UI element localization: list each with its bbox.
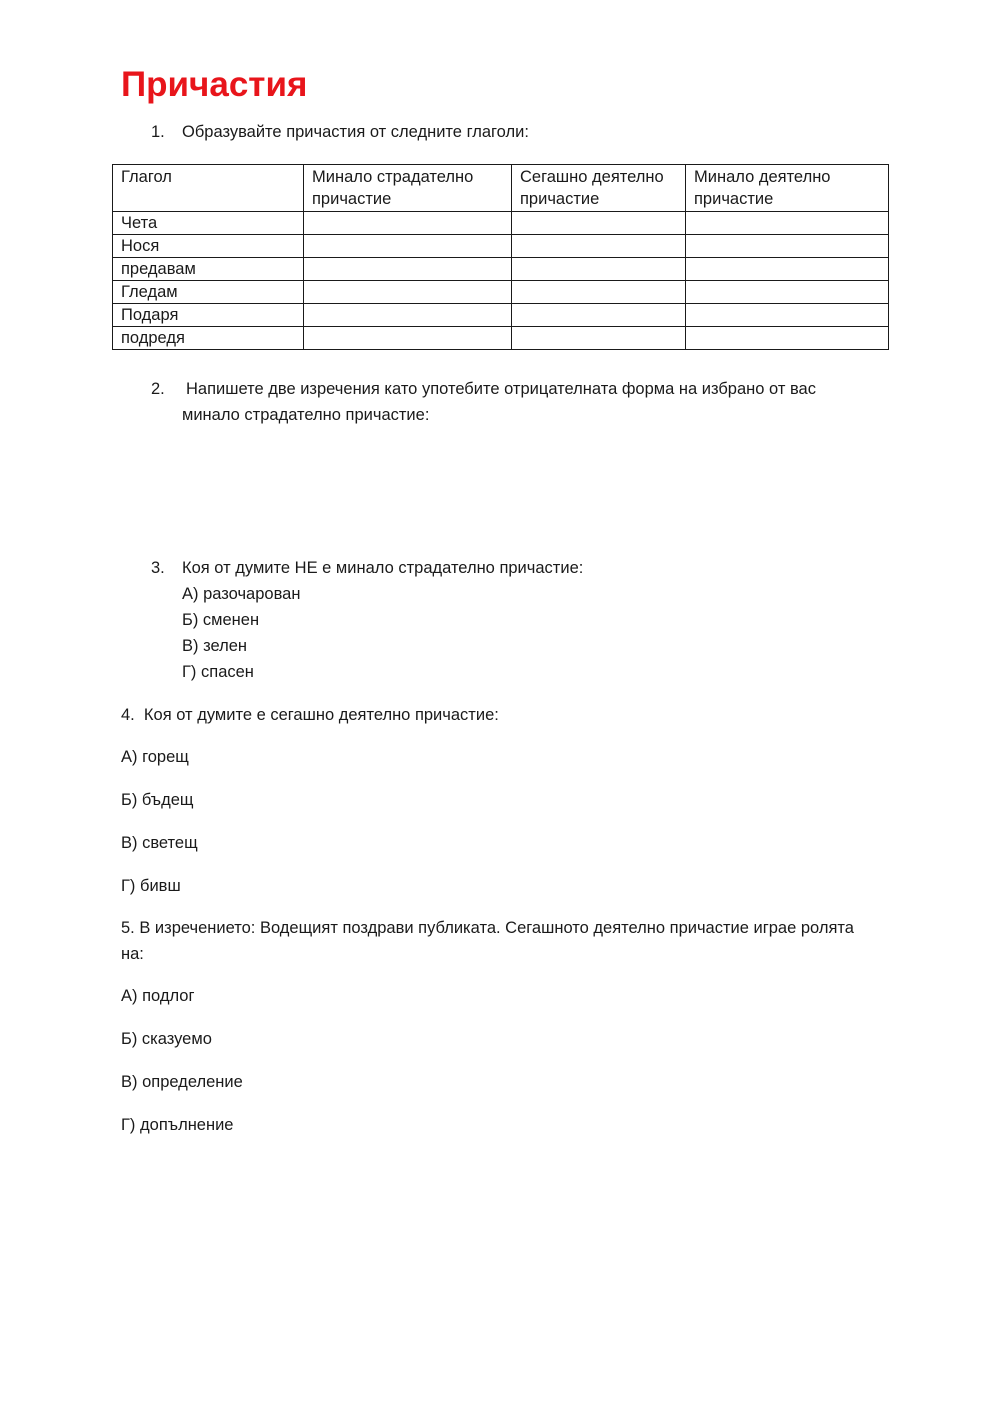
answer-cell[interactable] — [512, 258, 686, 281]
question-3-option-b[interactable]: Б) сменен — [182, 611, 260, 629]
question-5-text-line-1: 5. В изречението: Водещият поздрави публиката. Сегашното деятелно причастие играе ролята — [121, 919, 854, 937]
question-2-text-line-2: минало страдателно причастие: — [182, 406, 430, 424]
answer-cell[interactable] — [304, 212, 512, 235]
question-4-option-b[interactable]: Б) бъдещ — [121, 791, 194, 809]
answer-cell[interactable] — [512, 304, 686, 327]
verb-cell: Чета — [113, 212, 304, 235]
table-header-cell: Сегашно деятелно причастие — [512, 165, 686, 212]
question-4-text: 4. Коя от думите е сегашно деятелно причастие: — [121, 706, 499, 724]
verb-cell: Нося — [113, 235, 304, 258]
answer-cell[interactable] — [512, 327, 686, 350]
answer-cell[interactable] — [686, 304, 889, 327]
answer-cell[interactable] — [304, 304, 512, 327]
question-5-option-b[interactable]: Б) сказуемо — [121, 1030, 212, 1048]
table-row — [113, 281, 889, 304]
answer-cell[interactable] — [512, 212, 686, 235]
question-3-option-c[interactable]: В) зелен — [182, 637, 248, 655]
table-header-cell: Глагол — [113, 165, 304, 212]
question-5-text-line-2: на: — [121, 945, 144, 963]
answer-cell[interactable] — [686, 258, 889, 281]
answer-cell[interactable] — [512, 235, 686, 258]
table-header-row — [113, 165, 889, 212]
question-4-option-d[interactable]: Г) бивш — [121, 877, 181, 895]
table-row — [113, 327, 889, 350]
question-1-text: Образувайте причастия от следните глаголи: — [182, 123, 529, 141]
question-5-option-a[interactable]: А) подлог — [121, 987, 195, 1005]
answer-cell[interactable] — [686, 327, 889, 350]
question-5-option-d[interactable]: Г) допълнение — [121, 1116, 234, 1134]
answer-cell[interactable] — [512, 281, 686, 304]
verb-cell: подредя — [113, 327, 304, 350]
answer-cell[interactable] — [304, 235, 512, 258]
question-3-option-d[interactable]: Г) спасен — [182, 663, 254, 681]
question-2-number: 2. — [151, 380, 165, 398]
table-row — [113, 304, 889, 327]
verb-cell: Гледам — [113, 281, 304, 304]
answer-cell[interactable] — [304, 281, 512, 304]
question-3-text: Коя от думите НЕ е минало страдателно причастие: — [182, 559, 584, 577]
participles-table — [112, 164, 889, 350]
answer-cell[interactable] — [304, 258, 512, 281]
table-header-cell: Минало деятелно причастие — [686, 165, 889, 212]
table-header-cell: Минало страдателно причастие — [304, 165, 512, 212]
table-row — [113, 212, 889, 235]
verb-cell: Подаря — [113, 304, 304, 327]
question-5-option-c[interactable]: В) определение — [121, 1073, 243, 1091]
verb-cell: предавам — [113, 258, 304, 281]
question-1-number: 1. — [151, 123, 165, 141]
page-title: Причастия — [121, 65, 308, 104]
question-3-number: 3. — [151, 559, 165, 577]
question-2-text-line-1: Напишете две изречения като употебите отрицателната форма на избрано от вас — [186, 380, 816, 398]
answer-cell[interactable] — [686, 212, 889, 235]
answer-cell[interactable] — [686, 235, 889, 258]
table-row — [113, 258, 889, 281]
question-1 — [151, 119, 529, 145]
question-4-option-a[interactable]: А) горещ — [121, 748, 189, 766]
table-row — [113, 235, 889, 258]
question-2 — [151, 376, 816, 402]
question-3-option-a[interactable]: А) разочарован — [182, 585, 301, 603]
question-4-option-c[interactable]: В) светещ — [121, 834, 198, 852]
answer-cell[interactable] — [686, 281, 889, 304]
question-3 — [151, 555, 583, 581]
answer-cell[interactable] — [304, 327, 512, 350]
